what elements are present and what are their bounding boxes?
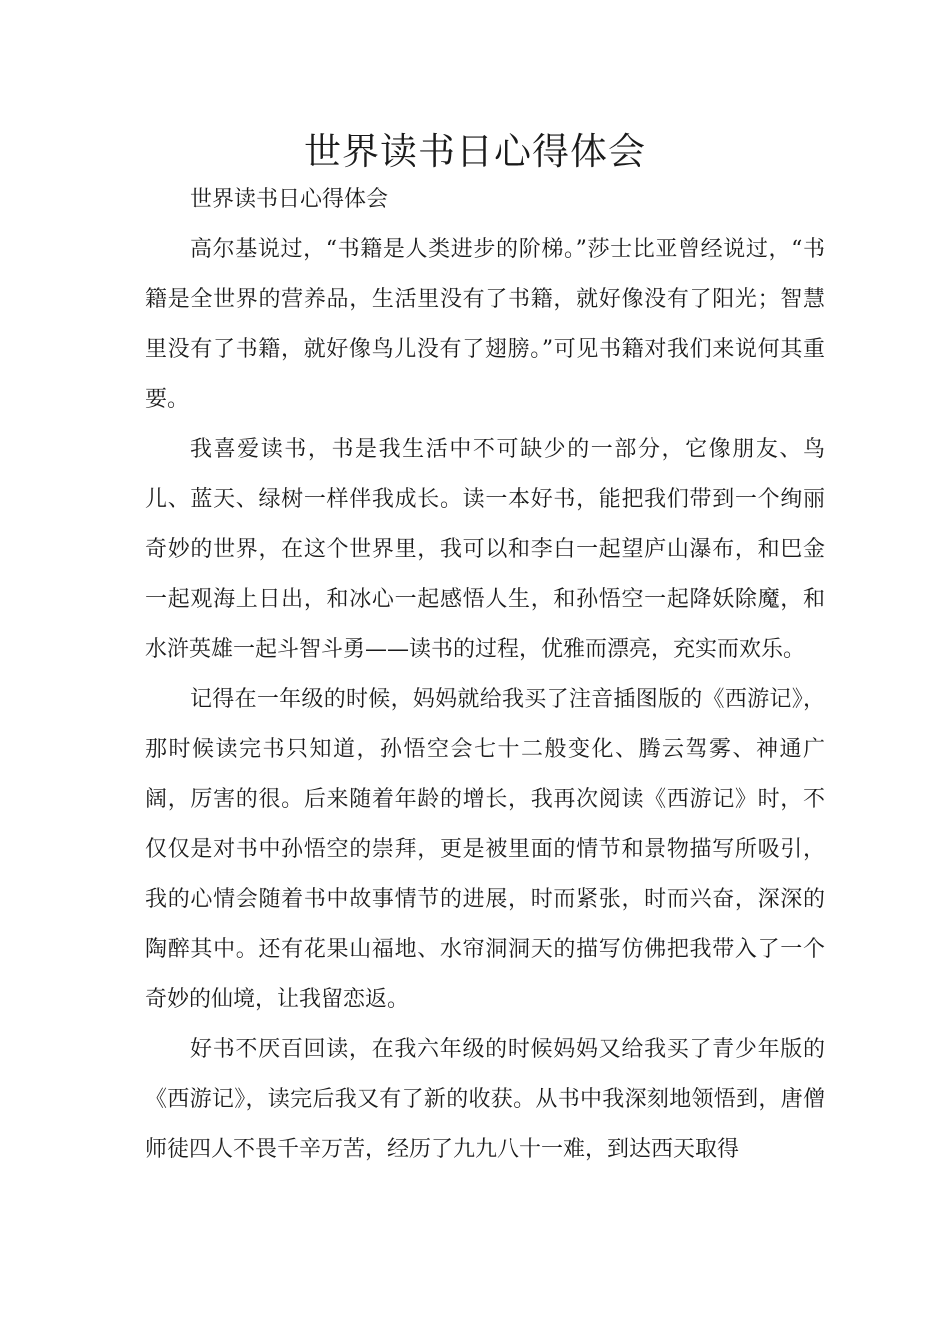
document-body <box>145 175 825 1175</box>
document-subtitle: 世界读书日心得体会 <box>190 187 389 212</box>
paragraph-love-reading: 我喜爱读书，书是我生活中不可缺少的一部分，它像朋友、鸟儿、蓝天、绿树一样伴我成长。读一本好书，能把我们带到一个绚丽奇妙的世界，在这个世界里，我可以和李白一起望庐山瀑布，和巴金一起观海上日出，和冰心一起感悟人生，和孙悟空一起降妖除魔，和水浒英雄一起斗智斗勇——读书的过程，优雅而漂亮，充实而欢乐。 <box>145 437 825 662</box>
document-title: 世界读书日心得体会 <box>304 130 646 173</box>
paragraph-journey-west-reread: 好书不厌百回读，在我六年级的时候妈妈又给我买了青少年版的《西游记》，读完后我又有了新的收获。从书中我深刻地领悟到，唐僧师徒四人不畏千辛万苦，经历了九九八十一难，到达西天取得 <box>145 1037 825 1162</box>
paragraph-quotes: 高尔基说过，“书籍是人类进步的阶梯。”莎士比亚曾经说过，“书籍是全世界的营养品，生活里没有了书籍，就好像没有了阳光；智慧里没有了书籍，就好像鸟儿没有了翅膀。”可见书籍对我们来说何其重要。 <box>145 237 825 412</box>
paragraph-journey-west-first: 记得在一年级的时候，妈妈就给我买了注音插图版的《西游记》，那时候读完书只知道，孙悟空会七十二般变化、腾云驾雾、神通广阔，厉害的很。后来随着年龄的增长，我再次阅读《西游记》时，不仅仅是对书中孙悟空的崇拜，更是被里面的情节和景物描写所吸引，我的心情会随着书中故事情节的进展，时而紧张，时而兴奋，深深的陶醉其中。还有花果山福地、水帘洞洞天的描写仿佛把我带入了一个奇妙的仙境，让我留恋返。 <box>145 687 825 1012</box>
